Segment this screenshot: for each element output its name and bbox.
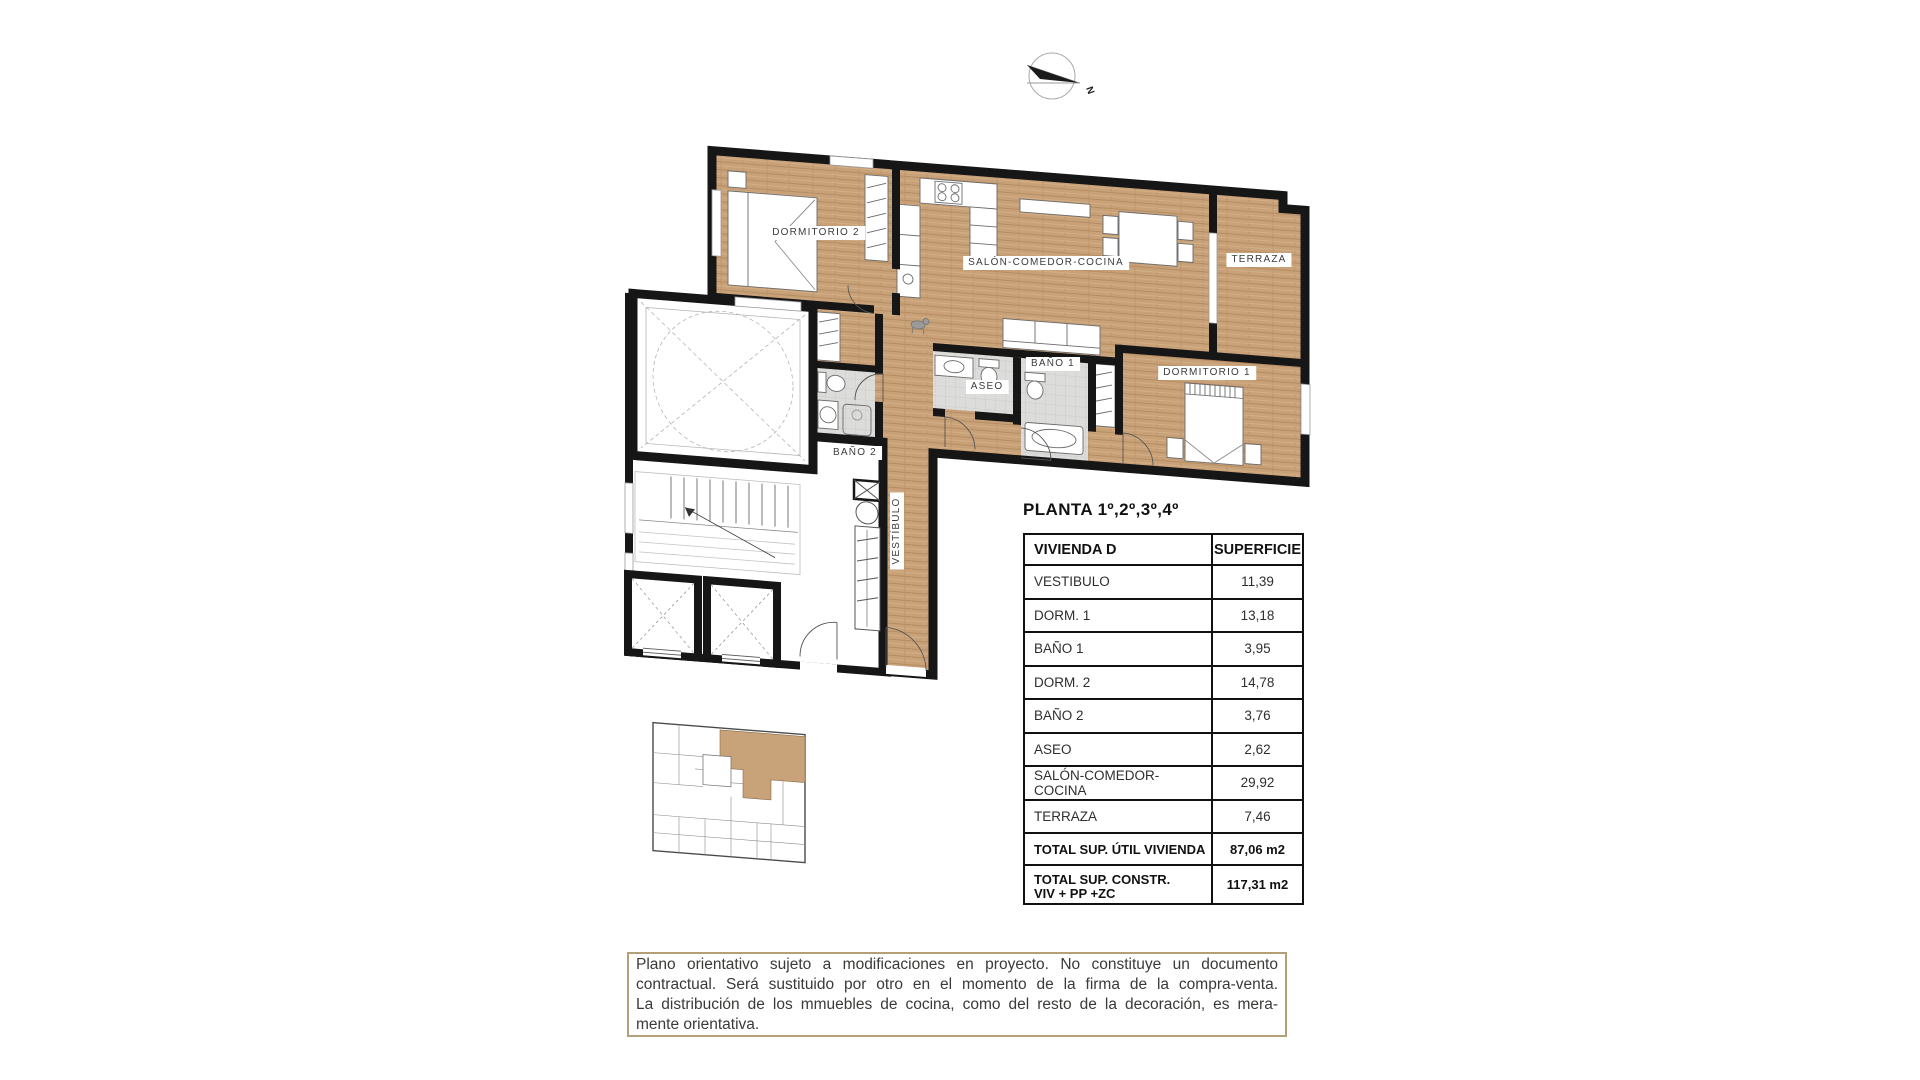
utility-column: [854, 480, 880, 631]
table-row: [1025, 631, 1302, 665]
label-dormitorio2: DORMITORIO 2: [767, 226, 865, 240]
total-constr-value: 117,31 m2: [1226, 877, 1289, 892]
label-bano1: BAÑO 1: [1026, 357, 1080, 371]
compass: [1012, 28, 1122, 123]
row-label: BAÑO 1: [1025, 633, 1213, 665]
row-label: TERRAZA: [1025, 801, 1213, 833]
section-title: PLANTA 1º,2º,3º,4º: [1023, 500, 1179, 519]
label-vestibulo: VESTÍBULO: [890, 493, 904, 570]
patio-lightwell: [633, 289, 813, 470]
table-row: [1025, 698, 1302, 732]
disclaimer-line: contractual. Será sustituido por otro en el momento de la firma de la compra-venta.: [636, 976, 1278, 993]
table-header-superficie: SUPERFICIE: [1213, 541, 1301, 558]
total-constr-label: TOTAL SUP. CONSTR.: [1034, 871, 1171, 887]
disclaimer-box: [627, 952, 1287, 1037]
row-label: SALÓN-COMEDOR-COCINA: [1025, 767, 1213, 799]
label-bano2: BAÑO 2: [828, 446, 882, 460]
row-value: 3,76: [1244, 708, 1271, 724]
surface-table: [1023, 533, 1304, 905]
table-total-constr-row: [1025, 864, 1302, 903]
row-label: BAÑO 2: [1025, 700, 1213, 732]
total-constr-label2: VIV + PP +ZC: [1034, 885, 1116, 901]
table-row: [1025, 765, 1302, 799]
row-value: 2,62: [1244, 741, 1271, 757]
label-terraza: TERRAZA: [1226, 253, 1291, 267]
table-row: [1025, 799, 1302, 833]
row-label: VESTIBULO: [1025, 566, 1213, 598]
table-header-vivienda: VIVIENDA D: [1025, 535, 1213, 564]
table-row: [1025, 665, 1302, 699]
table-row: [1025, 732, 1302, 766]
label-salon: SALÓN-COMEDOR-COCINA: [963, 256, 1129, 270]
disclaimer-line: La distribución de los mmuebles de cocina, como del resto de la decoración, es mera-: [636, 996, 1278, 1013]
row-label: ASEO: [1025, 734, 1213, 766]
key-plan: [645, 720, 830, 885]
total-util-label: TOTAL SUP. ÚTIL VIVIENDA: [1025, 834, 1213, 864]
row-value: 29,92: [1240, 775, 1275, 791]
label-dormitorio1: DORMITORIO 1: [1158, 366, 1256, 380]
row-value: 11,39: [1241, 574, 1274, 590]
table-header-row: [1025, 535, 1302, 564]
row-label: DORM. 2: [1025, 667, 1213, 699]
row-value: 7,46: [1244, 808, 1271, 824]
hall-closet: [817, 312, 840, 362]
label-aseo: ASEO: [966, 380, 1009, 394]
disclaimer-line: Plano orientativo sujeto a modificaciones en proyecto. No constituye un documento: [636, 956, 1278, 973]
total-util-value: 87,06 m2: [1230, 841, 1285, 857]
table-total-util-row: [1025, 832, 1302, 864]
row-value: 13,18: [1240, 607, 1275, 623]
row-label: DORM. 1: [1025, 600, 1213, 632]
row-value: 3,95: [1244, 641, 1271, 657]
staircase: [635, 472, 800, 575]
table-row: [1025, 598, 1302, 632]
compass-north-label: N: [1083, 85, 1096, 96]
disclaimer-line: mente orientativa.: [636, 1016, 760, 1033]
row-value: 14,78: [1240, 674, 1275, 690]
table-row: [1025, 564, 1302, 598]
wardrobe-dormitorio2: [865, 175, 888, 262]
elevator-shafts: [628, 574, 777, 666]
